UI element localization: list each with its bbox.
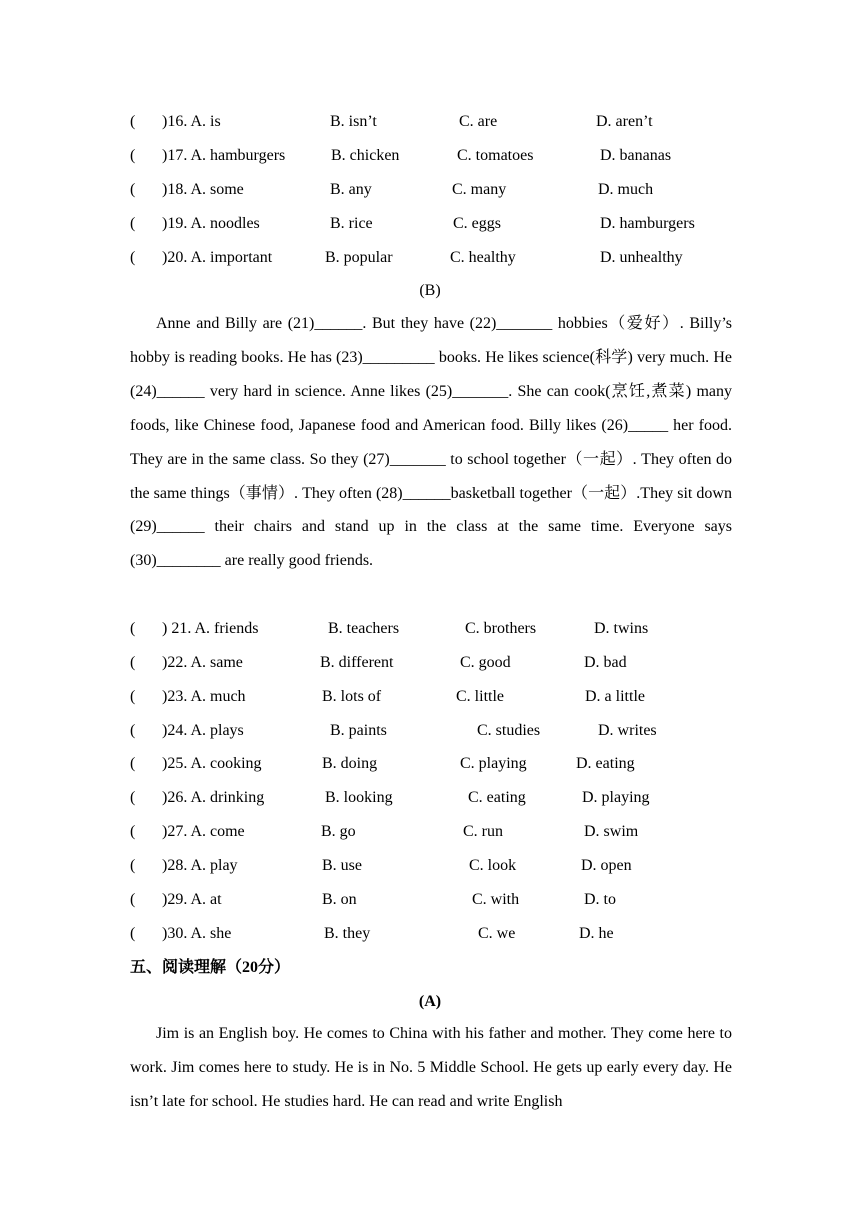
answer-paren: ( <box>130 688 136 705</box>
section-a-label: (A) <box>418 993 442 1010</box>
option-b: B. use <box>322 857 362 874</box>
question-row <box>0 854 860 878</box>
option-c: C. many <box>452 181 507 198</box>
question-option-a: )26. A. drinking <box>162 789 265 806</box>
option-d: D. bad <box>584 654 627 671</box>
question-row <box>0 651 860 675</box>
option-b: B. popular <box>325 249 393 266</box>
question-option-a: ) 21. A. friends <box>162 620 259 637</box>
option-c: C. healthy <box>450 249 516 266</box>
option-c: C. eating <box>468 789 526 806</box>
question-option-a: )18. A. some <box>162 181 244 198</box>
passage-a: Jim is an English boy. He comes to China with his father and mother. They come here to work. Jim comes here to study. He is in No. 5 Middle School. He gets up early every day. He isn’t late for school. He studies hard. He can read and write English <box>130 1025 732 1110</box>
option-c: C. eggs <box>453 215 501 232</box>
answer-paren: ( <box>130 857 136 874</box>
answer-paren: ( <box>130 249 136 266</box>
answer-paren: ( <box>130 113 136 130</box>
option-b: B. go <box>321 823 356 840</box>
option-d: D. aren’t <box>596 113 653 130</box>
option-d: D. playing <box>582 789 650 806</box>
answer-paren: ( <box>130 755 136 772</box>
question-option-a: )23. A. much <box>162 688 246 705</box>
question-row <box>0 888 860 912</box>
option-d: D. much <box>598 181 654 198</box>
answer-paren: ( <box>130 215 136 232</box>
option-d: D. eating <box>576 755 635 772</box>
question-row <box>0 144 860 168</box>
question-option-a: )27. A. come <box>162 823 245 840</box>
question-row <box>0 786 860 810</box>
question-row <box>0 719 860 743</box>
option-d: D. to <box>584 891 616 908</box>
question-row <box>0 820 860 844</box>
question-row <box>0 752 860 776</box>
option-c: C. we <box>478 925 516 942</box>
option-d: D. hamburgers <box>600 215 695 232</box>
option-c: C. look <box>469 857 517 874</box>
answer-paren: ( <box>130 147 136 164</box>
answer-paren: ( <box>130 654 136 671</box>
option-b: B. isn’t <box>330 113 377 130</box>
question-option-a: )30. A. she <box>162 925 232 942</box>
option-b: B. they <box>324 925 371 942</box>
option-d: D. writes <box>598 722 657 739</box>
question-row <box>0 685 860 709</box>
option-b: B. teachers <box>328 620 400 637</box>
option-b: B. chicken <box>331 147 400 164</box>
question-option-a: )25. A. cooking <box>162 755 262 772</box>
section-heading: 五、阅读理解（20分） <box>130 959 291 976</box>
question-option-a: )19. A. noodles <box>162 215 260 232</box>
option-d: D. he <box>579 925 614 942</box>
option-d: D. unhealthy <box>600 249 683 266</box>
question-option-a: )22. A. same <box>162 654 243 671</box>
option-d: D. twins <box>594 620 649 637</box>
question-option-a: )28. A. play <box>162 857 238 874</box>
answer-paren: ( <box>130 891 136 908</box>
answer-paren: ( <box>130 722 136 739</box>
answer-paren: ( <box>130 823 136 840</box>
option-b: B. paints <box>330 722 387 739</box>
option-d: D. open <box>581 857 632 874</box>
question-row <box>0 246 860 270</box>
question-option-a: )29. A. at <box>162 891 222 908</box>
answer-paren: ( <box>130 925 136 942</box>
answer-paren: ( <box>130 620 136 637</box>
option-d: D. swim <box>584 823 639 840</box>
option-b: B. looking <box>325 789 393 806</box>
question-row <box>0 110 860 134</box>
question-option-a: )20. A. important <box>162 249 273 266</box>
question-row <box>0 178 860 202</box>
question-row <box>0 212 860 236</box>
option-b: B. rice <box>330 215 373 232</box>
option-c: C. studies <box>477 722 541 739</box>
question-option-a: )24. A. plays <box>162 722 244 739</box>
option-d: D. bananas <box>600 147 672 164</box>
option-b: B. on <box>322 891 357 908</box>
option-c: C. brothers <box>465 620 537 637</box>
option-c: C. playing <box>460 755 527 772</box>
passage-b: Anne and Billy are (21)______. But they have (22)_______ hobbies（爱好）. Billy’s hobby is reading books. He has (23)_________ books. He likes science(科学) very much. He (24)______ very hard in science. Anne likes (25)_______. She can cook(烹饪,煮菜) many foods, like Chinese food, Japanese food and American food. Billy likes (26)_____ her food. They are in the same class. So they (27)_______ to school together（一起）. They often do the same things（事情）. They often (28)______basketball together（一起）.They sit down (29)______ their chairs and stand up in the class at the same time. Everyone says (30)________ are really good friends. <box>130 315 732 570</box>
question-option-a: )17. A. hamburgers <box>162 147 286 164</box>
option-b: B. any <box>330 181 372 198</box>
question-option-a: )16. A. is <box>162 113 221 130</box>
option-c: C. are <box>459 113 498 130</box>
option-c: C. with <box>472 891 520 908</box>
option-b: B. lots of <box>322 688 382 705</box>
answer-paren: ( <box>130 181 136 198</box>
option-c: C. tomatoes <box>457 147 534 164</box>
question-row <box>0 922 860 946</box>
option-c: C. good <box>460 654 511 671</box>
answer-paren: ( <box>130 789 136 806</box>
option-b: B. doing <box>322 755 378 772</box>
option-c: C. little <box>456 688 504 705</box>
option-c: C. run <box>463 823 503 840</box>
option-d: D. a little <box>585 688 645 705</box>
question-row <box>0 617 860 641</box>
section-b-label: (B) <box>419 282 441 299</box>
option-b: B. different <box>320 654 394 671</box>
